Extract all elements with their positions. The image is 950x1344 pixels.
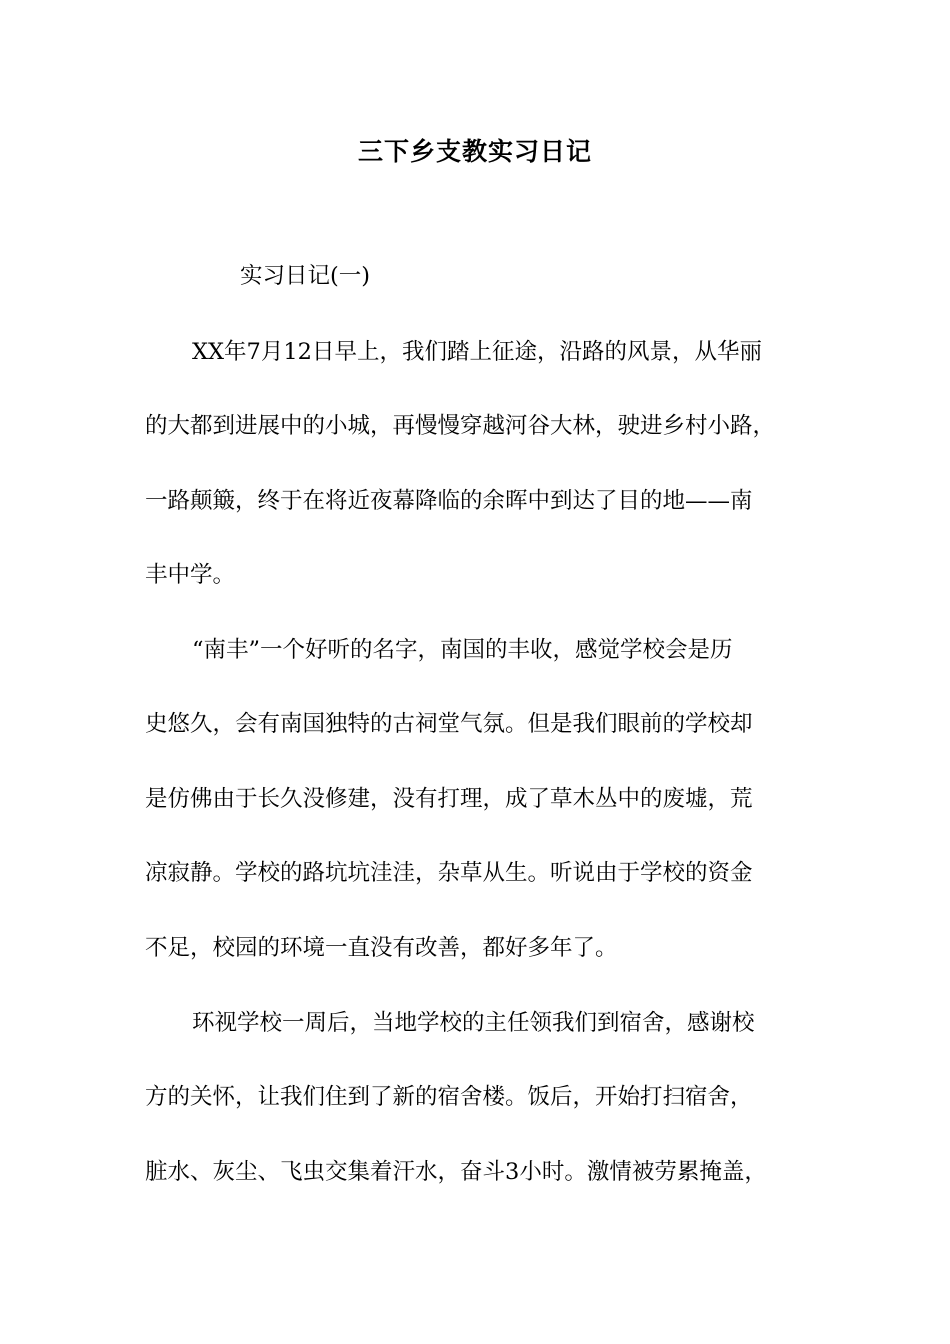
paragraph-line: 方的关怀，让我们住到了新的宿舍楼。饭后，开始打扫宿舍， bbox=[145, 1084, 753, 1110]
document-title: 三下乡支教实习日记 bbox=[357, 137, 592, 166]
paragraph-line: 不足，校园的环境一直没有改善，都好多年了。 bbox=[145, 935, 618, 961]
paragraph-line: 环视学校一周后，当地学校的主任领我们到宿舍，感谢校 bbox=[192, 1010, 755, 1036]
paragraph-line: XX年7月12日早上，我们踏上征途，沿路的风景，从华丽 bbox=[192, 339, 762, 365]
paragraph-line: 史悠久，会有南国独特的古祠堂气氛。但是我们眼前的学校却 bbox=[145, 711, 753, 737]
paragraph-line: 的大都到进展中的小城，再慢慢穿越河谷大林，驶进乡村小路， bbox=[145, 413, 776, 439]
section-heading: 实习日记(一) bbox=[240, 263, 371, 289]
paragraph-line: 是仿佛由于长久没修建，没有打理，成了草木丛中的废墟，荒 bbox=[145, 786, 753, 812]
paragraph-line: 丰中学。 bbox=[145, 562, 236, 588]
paragraph-line: 凉寂静。学校的路坑坑洼洼，杂草从生。听说由于学校的资金 bbox=[145, 860, 753, 886]
paragraph-line: 脏水、灰尘、飞虫交集着汗水，奋斗3小时。激情被劳累掩盖， bbox=[145, 1159, 767, 1185]
paragraph-line: 一路颠簸，终于在将近夜幕降临的余晖中到达了目的地——南 bbox=[145, 488, 753, 514]
paragraph-line: “南丰”一个好听的名字，南国的丰收，感觉学校会是历 bbox=[192, 637, 733, 663]
